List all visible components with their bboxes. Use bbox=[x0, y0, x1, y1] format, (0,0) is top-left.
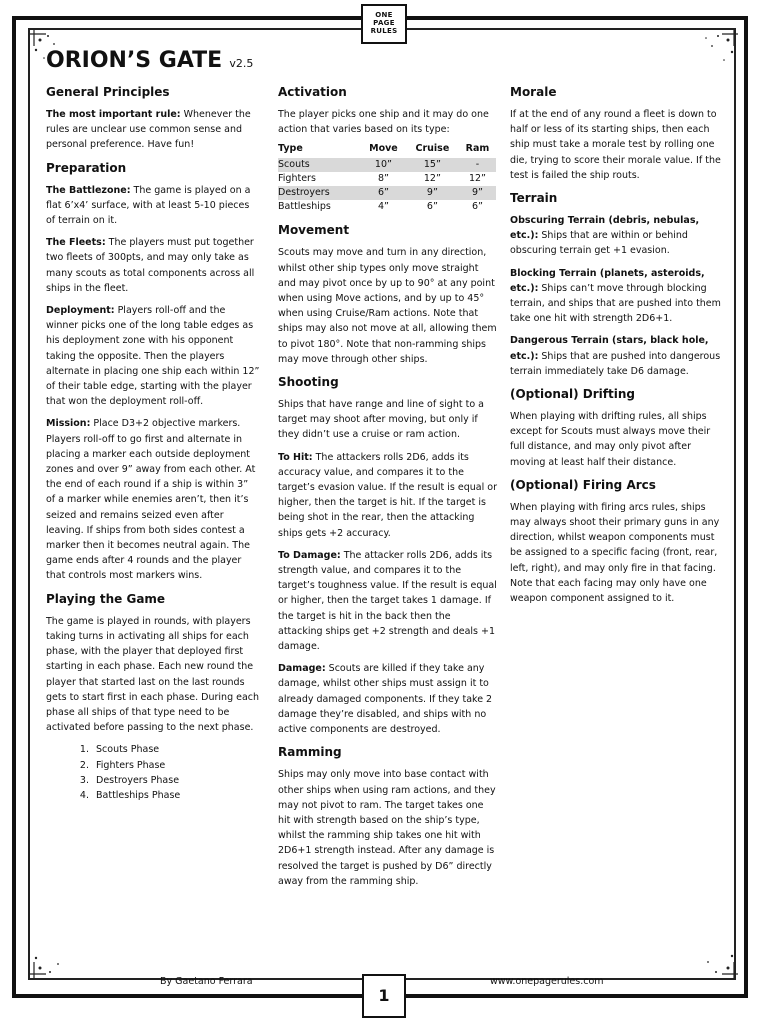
page-title bbox=[46, 48, 253, 74]
column-3 bbox=[510, 80, 722, 613]
table-cell: 6” bbox=[471, 201, 483, 213]
table-row bbox=[278, 172, 496, 186]
general-principles-heading: General Principles bbox=[46, 85, 170, 99]
battlezone-text: The Battlezone: The game is played on a flat 6’x4’ surface, with at least 5-10 pieces of terrain on it. bbox=[46, 184, 251, 227]
table-cell: Destroyers bbox=[278, 186, 361, 200]
damage-text: Damage: Scouts are killed if they take any damage, whilst other ships must assign it to already damaged components. If they take 2 damage they’re disabled, and ships with no active components are destroyed. bbox=[278, 663, 493, 736]
website-link[interactable]: www.onepagerules.com bbox=[490, 976, 604, 987]
table-cell: 9” bbox=[459, 186, 496, 200]
table-cell: 12” bbox=[468, 173, 486, 185]
table-cell: 6” bbox=[361, 186, 406, 200]
shooting-heading: Shooting bbox=[278, 375, 339, 390]
table-row bbox=[278, 158, 496, 172]
ship-speed-table bbox=[278, 142, 496, 214]
table-cell: 15” bbox=[406, 158, 459, 172]
obscuring-terrain-text: Obscuring Terrain (debris, nebulas, etc.): Ships that are within or behind obscuring terrain get +1 evasion. bbox=[510, 215, 700, 257]
table-cell: 10” bbox=[361, 158, 406, 172]
author-credit: By Gaetano Ferrara bbox=[160, 976, 253, 987]
version-label: v2.5 bbox=[229, 57, 254, 70]
deployment-text: Deployment: Players roll-off and the winner picks one of the long table edges as his deployment zone with his opponent taking the opposite. Then the players alternate in placing one ship each within 12” of their table edge, starting with the player that won the deployment roll-off. bbox=[46, 305, 260, 408]
table-cell: Battleships bbox=[278, 201, 331, 213]
game-title: ORION’S GATE bbox=[46, 48, 223, 73]
one-page-rules-logo bbox=[361, 4, 407, 44]
table-header: Move bbox=[369, 143, 398, 155]
column-1 bbox=[46, 80, 260, 803]
list-item: 4. Battleships Phase bbox=[92, 788, 260, 803]
morale-text: If at the end of any round a fleet is down to half or less of its starting ships, then each ship must take a morale test by rolling one die, trying to score their morale value. If the test is failed the ship routs. bbox=[510, 109, 721, 181]
mission-text: Mission: Place D3+2 objective markers. Players roll-off to go first and alternate in placing a marker each outside deployment zones and over 9” away from each other. At the end of each round if a ship is within 3” of a marker while enemies aren’t, then it’s seized and remains seized even after leaving. If ships from both sides contest a marker then it becomes neutral again. The game ends after 4 rounds and the player that controls most markers wins. bbox=[46, 418, 256, 582]
list-item: 3. Destroyers Phase bbox=[92, 773, 260, 788]
dangerous-terrain-text: Dangerous Terrain (stars, black hole, etc.): Ships that are pushed into dangerous terrain immediately take D6 damage. bbox=[510, 335, 721, 377]
to-hit-text: To Hit: The attackers rolls 2D6, adds its accuracy value, and compares it to the target’s evasion value. If the result is equal or higher, then the target is hit. If the target is being shot in the rear, then the attacking ships gets +2 accuracy. bbox=[278, 451, 497, 539]
activation-heading: Activation bbox=[278, 85, 347, 99]
ramming-heading: Ramming bbox=[278, 745, 342, 760]
table-cell: Fighters bbox=[278, 173, 316, 185]
blocking-terrain-text: Blocking Terrain (planets, asteroids, etc.): Ships can’t move through blocking terrain, and ships that are pushed into them take one hit with strength 2D6+1. bbox=[510, 267, 721, 325]
morale-heading: Morale bbox=[510, 85, 557, 99]
logo-line-3: RULES bbox=[370, 27, 398, 35]
activation-text: The player picks one ship and it may do one action that varies based on its type: bbox=[278, 109, 489, 136]
column-2 bbox=[278, 80, 498, 896]
to-damage-text: To Damage: The attacker rolls 2D6, adds its strength value, and compares it to the target’s toughness value. If the result is equal or higher, then the target takes 1 damage. If the target is hit in the back then the attacking ships get +2 strength and deals +1 damage. bbox=[278, 549, 497, 653]
firing-arcs-heading: (Optional) Firing Arcs bbox=[510, 477, 656, 492]
table-header-row bbox=[278, 142, 496, 158]
table-cell: Scouts bbox=[278, 158, 361, 172]
table-header: Ram bbox=[465, 143, 490, 155]
phase-list bbox=[46, 742, 260, 803]
shooting-text: Ships that have range and line of sight to a target may shoot after moving, but only if they didn’t use a cruise or ram action. bbox=[278, 399, 484, 441]
table-cell: 6” bbox=[426, 201, 438, 213]
list-item: 1. Scouts Phase bbox=[92, 742, 260, 757]
logo-line-2: PAGE bbox=[373, 19, 395, 27]
table-cell: 8” bbox=[377, 173, 389, 185]
drifting-heading: (Optional) Drifting bbox=[510, 387, 635, 402]
table-header: Type bbox=[278, 143, 303, 155]
page-number: 1 bbox=[362, 974, 406, 1018]
playing-the-game-heading: Playing the Game bbox=[46, 591, 166, 606]
fleets-text: The Fleets: The players must put together two fleets of 300pts, and may only take as many scouts as total components across all ships in the fleet. bbox=[46, 237, 255, 294]
table-cell: 4” bbox=[377, 201, 389, 213]
general-principles-text: The most important rule: Whenever the rules are unclear use common sense and personal preference. Have fun! bbox=[46, 109, 251, 151]
table-row bbox=[278, 186, 496, 200]
table-cell: 12” bbox=[423, 173, 441, 185]
drifting-text: When playing with drifting rules, all ships except for Scouts must always move their full distance, and may only pivot after moving at least half their distance. bbox=[510, 411, 711, 468]
table-header: Cruise bbox=[415, 143, 450, 155]
movement-text: Scouts may move and turn in any direction, whilst other ship types only move straight and may pivot once by up to 90° at any point when using Move actions, and by up to 45° when using Cruise/Ram actions. Note that ships may also not move at all, allowing them to pivot 180°. Note that non-ramming ships may move through other ships. bbox=[278, 247, 497, 365]
table-row bbox=[278, 200, 496, 214]
firing-arcs-text: When playing with firing arcs rules, ships may always shoot their primary guns in any direction, whilst weapon components must be assigned to a specific facing (front, rear, left, right), and may only fire in that facing. Note that each facing may only have one weapon component assigned to it. bbox=[510, 501, 720, 605]
table-cell: 9” bbox=[406, 186, 459, 200]
ramming-text: Ships may only move into base contact with other ships when using ram actions, and they may not pivot to ram. The target takes one hit with strength based on the ship’s type, whilst the ramming ship takes one hit with 2D6+1 strength instead. After any damage is resolved the target is pushed by D6” directly away from the ramming ship. bbox=[278, 769, 496, 887]
terrain-heading: Terrain bbox=[510, 191, 558, 206]
playing-the-game-text: The game is played in rounds, with players taking turns in activating all ships for each phase, with the player that deployed first starting in each phase. Each new round the player that started last on the last rounds gets to start first in each phase. During each phase all ships of that type need to be activated before passing to the next phase. bbox=[46, 615, 260, 734]
movement-heading: Movement bbox=[278, 223, 350, 238]
list-item: 2. Fighters Phase bbox=[92, 758, 260, 773]
table-cell: - bbox=[459, 158, 496, 172]
preparation-heading: Preparation bbox=[46, 160, 127, 175]
logo-line-1: ONE bbox=[375, 11, 393, 19]
